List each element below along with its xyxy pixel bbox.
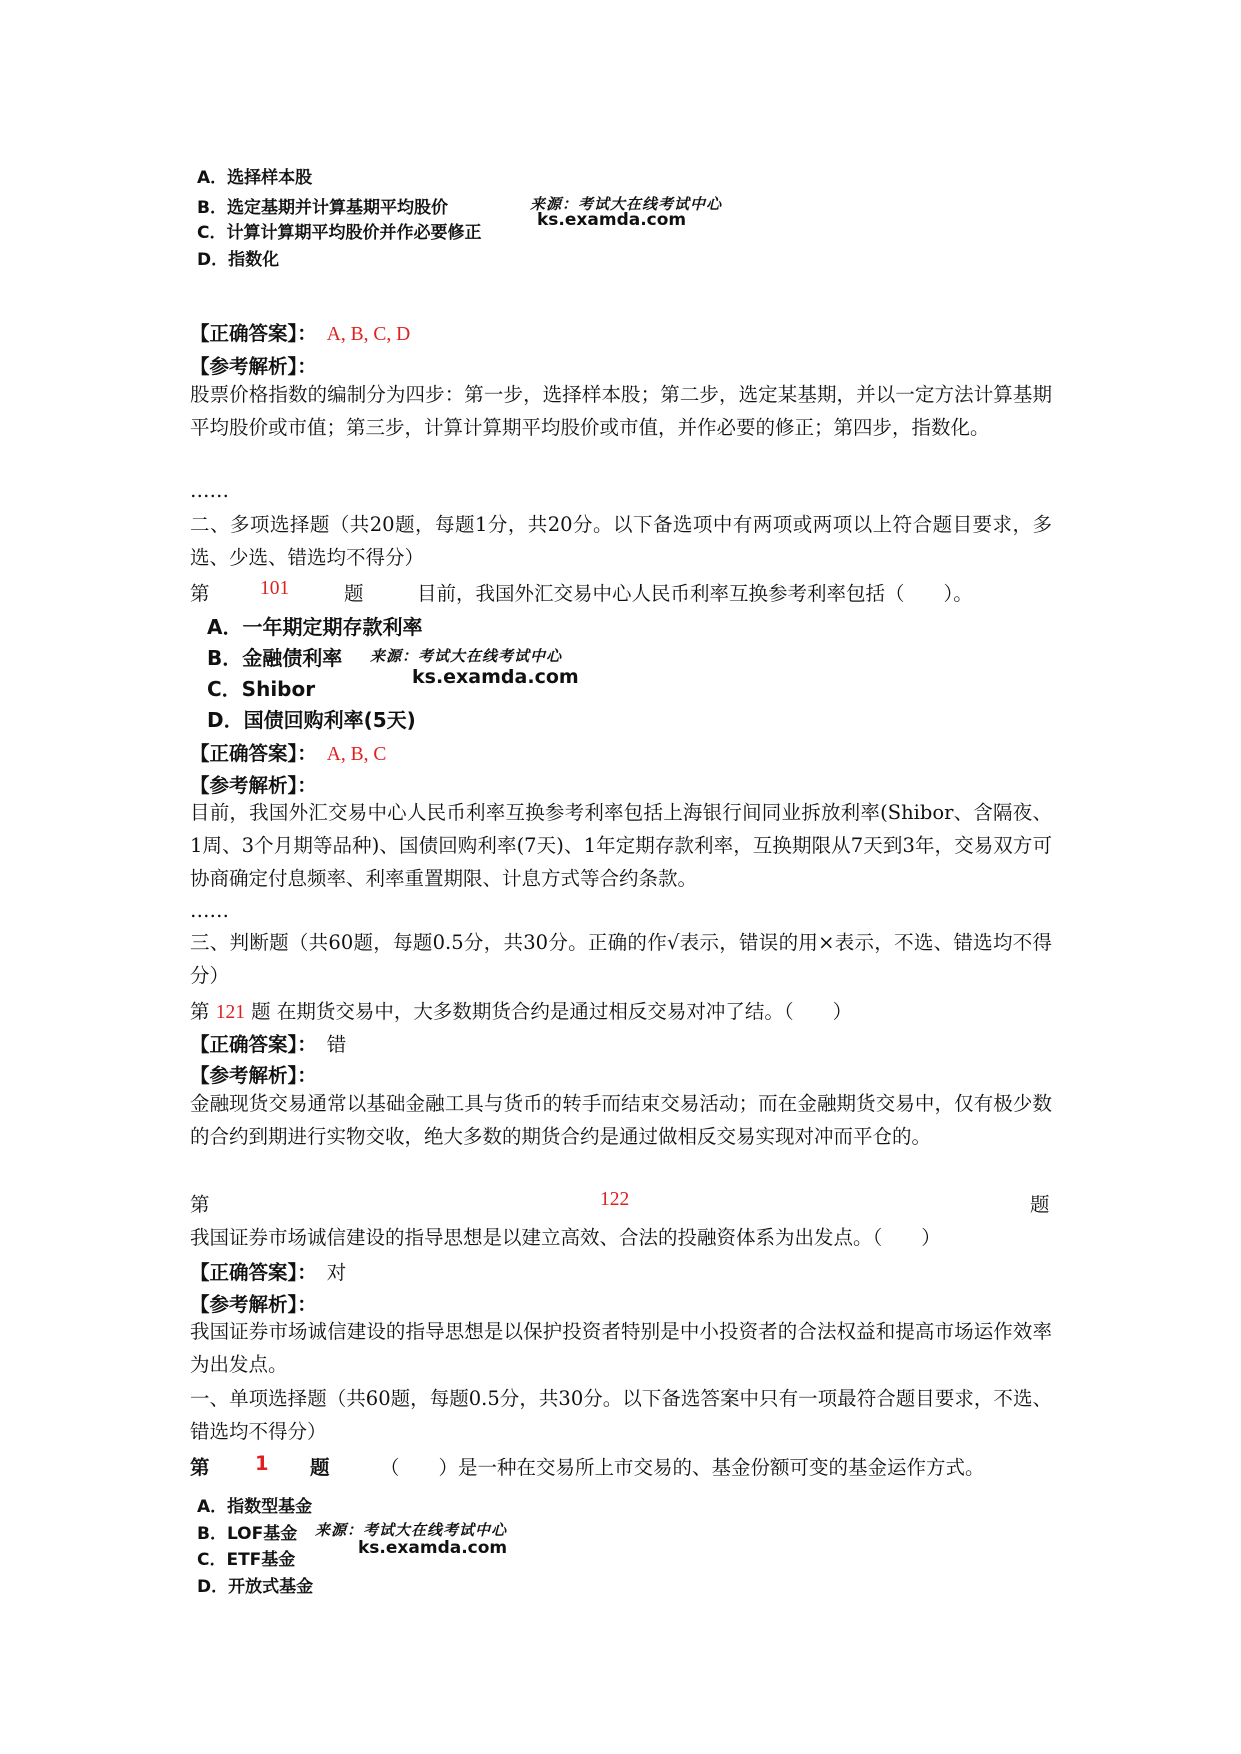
- analysis-text: 金融现货交易通常以基础金融工具与货币的转手而结束交易活动；而在金融期货交易中，仅有极少数的合约到期进行实物交收，绝大多数的期货合约是通过做相反交易实现对冲而平仓的。: [190, 1092, 1052, 1148]
- answer-label: 【正确答案】：: [190, 1261, 317, 1284]
- question-text: （ ）是一种在交易所上市交易的、基金份额可变的基金运作方式。: [380, 1456, 985, 1479]
- question-number: 1: [255, 1452, 269, 1475]
- option-a: A．指数型基金: [197, 1497, 313, 1517]
- question-number: 122: [600, 1189, 630, 1210]
- option-c: C．计算计算期平均股价并作必要修正: [197, 223, 482, 243]
- option-c: C．ETF基金: [197, 1550, 296, 1570]
- answer-row: [190, 738, 386, 766]
- option-b: B．选定基期并计算基期平均股价: [197, 198, 448, 218]
- question-suffix: 题: [1030, 1193, 1050, 1216]
- question-number: 101: [260, 578, 290, 599]
- question-number: 121: [215, 1002, 245, 1023]
- analysis-text: 我国证券市场诚信建设的指导思想是以保护投资者特别是中小投资者的合法权益和提高市场运作效率为出发点。: [190, 1320, 1052, 1376]
- option-a: A．一年期定期存款利率: [207, 615, 423, 639]
- analysis-label: 【参考解析】：: [190, 1293, 317, 1316]
- watermark-source: 来源：考试大在线考试中心: [530, 195, 723, 213]
- question-121: [190, 996, 852, 1024]
- option-a: A．选择样本股: [197, 168, 313, 188]
- option-b: B．金融债利率: [207, 646, 343, 670]
- answer-value: 错: [326, 1033, 347, 1056]
- option-c: C．Shibor: [207, 677, 316, 701]
- option-b: B．LOF基金: [197, 1524, 298, 1544]
- question-text: 题 在期货交易中，大多数期货合约是通过相反交易对冲了结。（ ）: [251, 1000, 853, 1023]
- analysis-text: 目前，我国外汇交易中心人民币利率互换参考利率包括上海银行间同业拆放利率(Shibor、含隔夜、1周、3个月期等品种)、国债回购利率(7天)、1年定期存款利率，互换期限从7天到3年，交易双方可协商确定付息频率、利率重置期限、计息方式等合约条款。: [190, 801, 1052, 890]
- ellipsis: ……: [190, 899, 229, 922]
- question-suffix: 题: [344, 582, 364, 605]
- watermark-url: ks.examda.com: [412, 666, 579, 688]
- answer-value: A, B, C: [326, 744, 387, 765]
- question-prefix: 第: [190, 1000, 210, 1023]
- analysis-label: 【参考解析】：: [190, 774, 317, 797]
- question-prefix: 第: [190, 1456, 210, 1479]
- section-heading: 一、单项选择题（共60题，每题0.5分，共30分。以下备选答案中只有一项最符合题目要求，不选、错选均不得分）: [190, 1387, 1052, 1443]
- ellipsis: ……: [190, 479, 229, 502]
- answer-label: 【正确答案】：: [190, 742, 317, 765]
- question-prefix: 第: [190, 1193, 210, 1216]
- section-heading: 三、判断题（共60题，每题0.5分，共30分。正确的作√表示，错误的用×表示，不选、错选均不得分）: [190, 931, 1052, 987]
- analysis-label: 【参考解析】：: [190, 1064, 317, 1087]
- answer-row: [190, 318, 410, 346]
- question-text: 目前，我国外汇交易中心人民币利率互换参考利率包括（ ）。: [417, 582, 973, 605]
- section-heading: 二、多项选择题（共20题，每题1分，共20分。以下备选项中有两项或两项以上符合题目要求，多选、少选、错选均不得分）: [190, 513, 1052, 569]
- watermark-source: 来源：考试大在线考试中心: [315, 1521, 508, 1539]
- option-d: D．指数化: [197, 250, 280, 270]
- question-text: 我国证券市场诚信建设的指导思想是以建立高效、合法的投融资体系为出发点。（ ）: [190, 1226, 941, 1249]
- watermark-url: ks.examda.com: [358, 1538, 508, 1558]
- analysis-text: 股票价格指数的编制分为四步：第一步，选择样本股；第二步，选定某基期，并以一定方法计算基期平均股价或市值；第三步，计算计算期平均股价或市值，并作必要的修正；第四步，指数化。: [190, 383, 1052, 439]
- option-d: D．开放式基金: [197, 1577, 314, 1597]
- question-suffix: 题: [310, 1456, 330, 1479]
- answer-label: 【正确答案】：: [190, 322, 317, 345]
- answer-value: 对: [326, 1261, 347, 1284]
- option-d: D．国债回购利率(5天): [207, 708, 416, 732]
- answer-row: [190, 1257, 346, 1285]
- analysis-label: 【参考解析】：: [190, 355, 317, 378]
- watermark-url: ks.examda.com: [537, 210, 687, 230]
- question-prefix: 第: [190, 582, 210, 605]
- answer-label: 【正确答案】：: [190, 1033, 317, 1056]
- answer-row: [190, 1029, 346, 1057]
- answer-value: A, B, C, D: [326, 324, 411, 345]
- watermark-source: 来源：考试大在线考试中心: [370, 647, 563, 665]
